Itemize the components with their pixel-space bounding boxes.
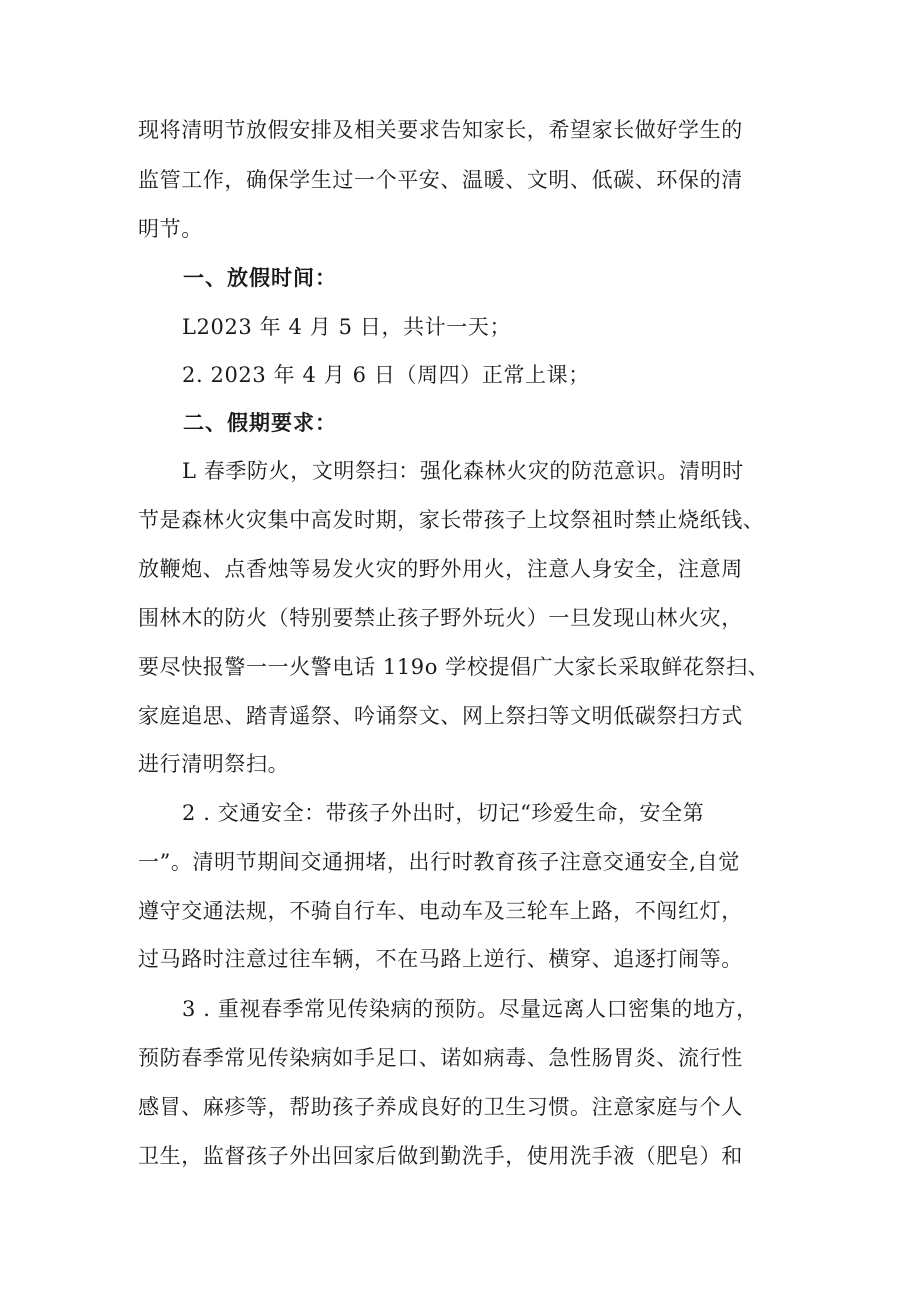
text-line: 围林木的防火（特别要禁止孩子野外玩火）一旦发现山林火灾， [138, 606, 743, 630]
section-heading-holiday-time: 一、放假时间： [183, 266, 337, 290]
text-line: 监管工作，确保学生过一个平安、温暖、文明、低碳、环保的清 [138, 168, 743, 192]
text-line: 预防春季常见传染病如手足口、诺如病毒、急性肠胃炎、流行性 [138, 1046, 743, 1070]
text-line: 2 . 交通安全：带孩子外出时，切记“珍爱生命，安全第 [182, 801, 705, 825]
text-line: 节是森林火灾集中高发时期，家长带孩子上坟祭祖时禁止烧纸钱、 [138, 508, 765, 532]
text-line: 2. 2023 年 4 月 6 日（周四）正常上课； [182, 363, 590, 387]
text-line: 要尽快报警一一火警电话 119o 学校提倡广大家长采取鲜花祭扫、 [138, 655, 770, 679]
text-line: 明节。 [138, 217, 203, 241]
text-line: 一”。清明节期间交通拥堵，出行时教育孩子注意交通安全,自觉 [138, 850, 740, 874]
text-line: 过马路时注意过往车辆，不在马路上逆行、横穿、追逐打闹等。 [138, 947, 743, 971]
text-line: 卫生，监督孩子外出回家后做到勤洗手，使用洗手液（肥皂）和 [138, 1144, 743, 1168]
text-line: 现将清明节放假安排及相关要求告知家长，希望家长做好学生的 [138, 118, 743, 142]
text-line: 家庭追思、踏青遥祭、吟诵祭文、网上祭扫等文明低碳祭扫方式 [138, 704, 743, 728]
text-line: L 春季防火，文明祭扫：强化森林火灾的防范意识。清明时 [182, 459, 744, 483]
text-line: 感冒、麻疹等，帮助孩子养成良好的卫生习惯。注意家庭与个人 [138, 1095, 743, 1119]
text-line: 遵守交通法规，不骑自行车、电动车及三轮车上路，不闯红灯， [138, 899, 743, 923]
text-line: 进行清明祭扫。 [138, 752, 290, 776]
text-line: 3 . 重视春季常见传染病的预防。尽量远离人口密集的地方， [182, 997, 758, 1021]
text-line: 放鞭炮、点香烛等易发火灾的野外用火，注意人身安全，注意周 [138, 557, 743, 581]
text-line: L2023 年 4 月 5 日，共计一天； [182, 315, 512, 339]
section-heading-holiday-requirements: 二、假期要求： [183, 411, 337, 435]
